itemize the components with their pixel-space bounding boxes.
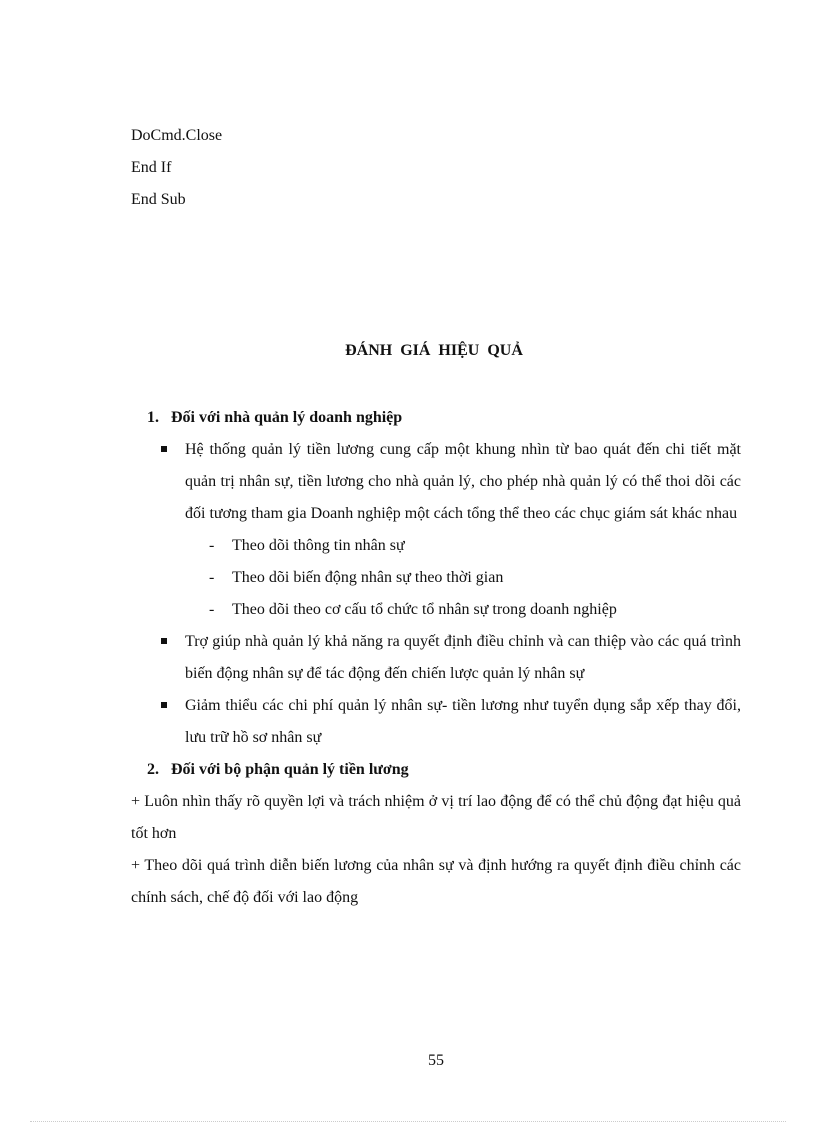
sub-item: [131, 594, 741, 626]
section-2-title: [131, 754, 741, 786]
section-1-title-text: Đối với nhà quản lý doanh nghiệp: [171, 409, 403, 426]
code-line: End Sub: [131, 191, 186, 208]
square-bullet-icon: [161, 702, 167, 708]
paragraph: + Theo dõi quá trình diễn biến lương của nhân sự và định hướng ra quyết định điều chỉnh các chính sách, chế độ đối với lao động: [131, 857, 741, 906]
page-number: 55: [428, 1052, 444, 1069]
code-line: End If: [131, 159, 172, 176]
section-2-number: 2.: [147, 761, 159, 778]
bullet-item: [131, 690, 741, 754]
bullet-text: Hệ thống quản lý tiền lương cung cấp một khung nhìn từ bao quát đến chi tiết mặt quản trị nhân sự, tiền lương cho nhà quản lý, cho phép nhà quản lý có thể thoi dõi các đối tương tham gia Doanh nghiệp một cách tổng thể theo các chục giám sát khác nhau: [185, 441, 741, 522]
document-body: [131, 402, 741, 914]
sub-item: [131, 562, 741, 594]
bullet-item: [131, 626, 741, 690]
section-2-title-text: Đối với bộ phận quản lý tiền lương: [171, 761, 409, 778]
sub-item-text: Theo dõi thông tin nhân sự: [232, 537, 405, 554]
paragraph: + Luôn nhìn thấy rõ quyền lợi và trách nhiệm ở vị trí lao động để có thể chủ động đạt hiệu quả tốt hơn: [131, 793, 741, 842]
sub-item-text: Theo dõi theo cơ cấu tổ chức tổ nhân sự trong doanh nghiệp: [232, 601, 617, 618]
dash-icon: -: [209, 537, 215, 554]
square-bullet-icon: [161, 638, 167, 644]
code-line: DoCmd.Close: [131, 127, 223, 144]
section-heading: ĐÁNH GIÁ HIỆU QUẢ: [345, 342, 523, 359]
bullet-text: Trợ giúp nhà quản lý khả năng ra quyết định điều chỉnh và can thiệp vào các quá trình biến động nhân sự để tác động đến chiến lược quản lý nhân sự: [185, 633, 741, 682]
dash-icon: -: [209, 601, 215, 618]
dash-icon: -: [209, 569, 215, 586]
section-1-number: 1.: [147, 409, 159, 426]
bullet-item: [131, 434, 741, 530]
section-1-title: [131, 402, 741, 434]
code-snippet: [131, 120, 222, 216]
square-bullet-icon: [161, 446, 167, 452]
page-bottom-divider: [30, 1121, 786, 1122]
bullet-text: Giảm thiểu các chi phí quản lý nhân sự- tiền lương như tuyển dụng sắp xếp thay đổi, lưu trữ hồ sơ nhân sự: [185, 697, 741, 746]
sub-item-text: Theo dõi biến động nhân sự theo thời gian: [232, 569, 504, 586]
sub-item: [131, 530, 741, 562]
